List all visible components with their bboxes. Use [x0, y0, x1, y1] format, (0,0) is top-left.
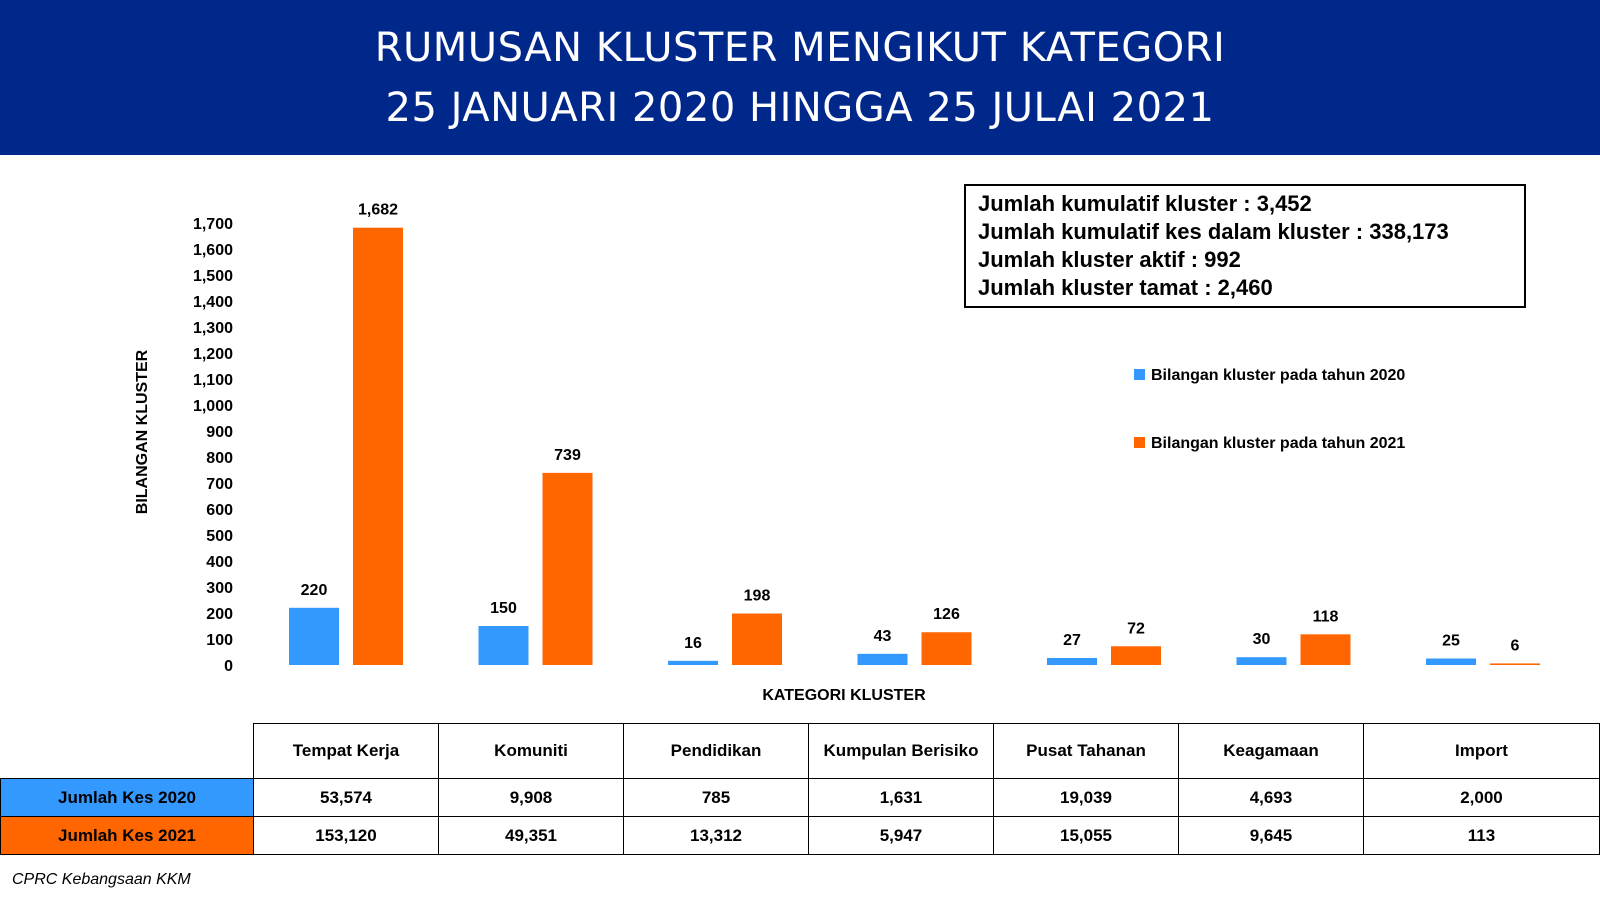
bar-data-label: 198	[743, 587, 771, 605]
legend-label-2021: Bilangan kluster pada tahun 2021	[1151, 435, 1406, 452]
summary-line-3: Jumlah kluster aktif : 992	[978, 247, 1241, 272]
bar-2020	[479, 626, 529, 665]
bar-data-label: 25	[1442, 632, 1460, 650]
table-cell: 19,039	[994, 779, 1179, 817]
table-header: Kumpulan Berisiko	[809, 724, 994, 779]
table-cell: 785	[624, 779, 809, 817]
table-header: Tempat Kerja	[254, 724, 439, 779]
bar-2021	[353, 228, 403, 665]
legend-label-2020: Bilangan kluster pada tahun 2020	[1151, 367, 1406, 384]
bar-data-label: 30	[1252, 631, 1271, 649]
x-axis-label: KATEGORI KLUSTER	[762, 687, 926, 704]
y-tick-label: 1,300	[192, 320, 233, 337]
y-tick-label: 1,200	[192, 346, 233, 363]
table-cell: 4,693	[1179, 779, 1364, 817]
legend-item-2021	[1134, 435, 1405, 453]
row-label-2021: Jumlah Kes 2021	[1, 817, 254, 855]
table-header: Komuniti	[439, 724, 624, 779]
legend-swatch-2021	[1134, 437, 1145, 448]
y-tick-label: 1,500	[192, 268, 233, 285]
y-tick-label: 500	[206, 528, 233, 545]
y-tick-label: 1,600	[192, 242, 233, 259]
row-label-2020: Jumlah Kes 2020	[1, 779, 254, 817]
y-tick-label: 400	[206, 554, 233, 571]
bar-2020	[668, 661, 718, 665]
bar-data-label: 27	[1063, 631, 1081, 649]
bar-data-label: 43	[873, 627, 892, 645]
y-tick-label: 600	[206, 502, 233, 519]
y-axis-label: BILANGAN KLUSTER	[134, 349, 151, 515]
chart-title: RUMUSAN KLUSTER MENGIKUT KATEGORI	[374, 25, 1226, 71]
title-banner	[0, 0, 1600, 155]
bar-data-label: 220	[300, 581, 328, 599]
bar-2021	[732, 614, 782, 665]
table-cell: 113	[1364, 817, 1600, 855]
source-note: CPRC Kebangsaan KKM	[12, 871, 191, 888]
legend-swatch-2020	[1134, 369, 1145, 380]
table-header: Pusat Tahanan	[994, 724, 1179, 779]
table-cell: 1,631	[809, 779, 994, 817]
table-cell: 153,120	[254, 817, 439, 855]
bar-2020	[858, 654, 908, 665]
table-cell: 2,000	[1364, 779, 1600, 817]
bar-data-label: 16	[684, 634, 702, 652]
summary-line-4: Jumlah kluster tamat : 2,460	[978, 275, 1273, 300]
table-cell: 53,574	[254, 779, 439, 817]
bar-2020	[1426, 659, 1476, 666]
table-cell: 9,645	[1179, 817, 1364, 855]
legend-item-2020	[1134, 367, 1405, 385]
summary-box	[964, 184, 1526, 308]
summary-line-1: Jumlah kumulatif kluster : 3,452	[978, 191, 1312, 216]
y-tick-label: 100	[206, 632, 233, 649]
table-header-row	[1, 724, 1600, 779]
bar-2020	[289, 608, 339, 665]
y-tick-label: 200	[206, 606, 233, 623]
bar-data-label: 118	[1312, 608, 1339, 626]
bar-data-label: 72	[1127, 620, 1145, 638]
bar-data-label: 739	[554, 446, 581, 464]
bar-2021	[1111, 646, 1161, 665]
y-tick-label: 1,100	[192, 372, 233, 389]
bar-data-label: 1,682	[357, 201, 399, 219]
y-tick-label: 300	[206, 580, 233, 597]
table-cell: 49,351	[439, 817, 624, 855]
bar-data-label: 150	[490, 600, 517, 617]
table-header: Import	[1364, 724, 1600, 779]
bar-2020	[1047, 658, 1097, 665]
bar-2021	[922, 632, 972, 665]
bar-2021	[1490, 663, 1540, 665]
summary-line-2: Jumlah kumulatif kes dalam kluster : 338,173	[978, 219, 1449, 244]
y-tick-label: 900	[206, 424, 233, 441]
bar-2020	[1237, 657, 1287, 665]
y-axis-ticks	[193, 216, 233, 675]
table-cell: 9,908	[439, 779, 624, 817]
table-header: Pendidikan	[624, 724, 809, 779]
y-tick-label: 1,400	[192, 294, 233, 311]
y-tick-label: 1,000	[192, 398, 233, 415]
table-row-2021	[1, 817, 1600, 855]
y-tick-label: 800	[206, 450, 233, 467]
table-corner	[1, 724, 254, 779]
table-row-2020	[1, 779, 1600, 817]
chart-subtitle: 25 JANUARI 2020 HINGGA 25 JULAI 2021	[385, 85, 1215, 131]
cases-table	[0, 723, 1600, 855]
y-tick-label: 0	[224, 658, 233, 675]
bar-data-label: 126	[933, 606, 960, 624]
table-cell: 15,055	[994, 817, 1179, 855]
bar-data-label: 6	[1510, 637, 1520, 655]
table-cell: 5,947	[809, 817, 994, 855]
y-tick-label: 700	[206, 476, 233, 493]
table-header: Keagamaan	[1179, 724, 1364, 779]
bar-2021	[1301, 634, 1351, 665]
table-cell: 13,312	[624, 817, 809, 855]
y-tick-label: 1,700	[192, 216, 233, 233]
bar-2021	[543, 473, 593, 665]
